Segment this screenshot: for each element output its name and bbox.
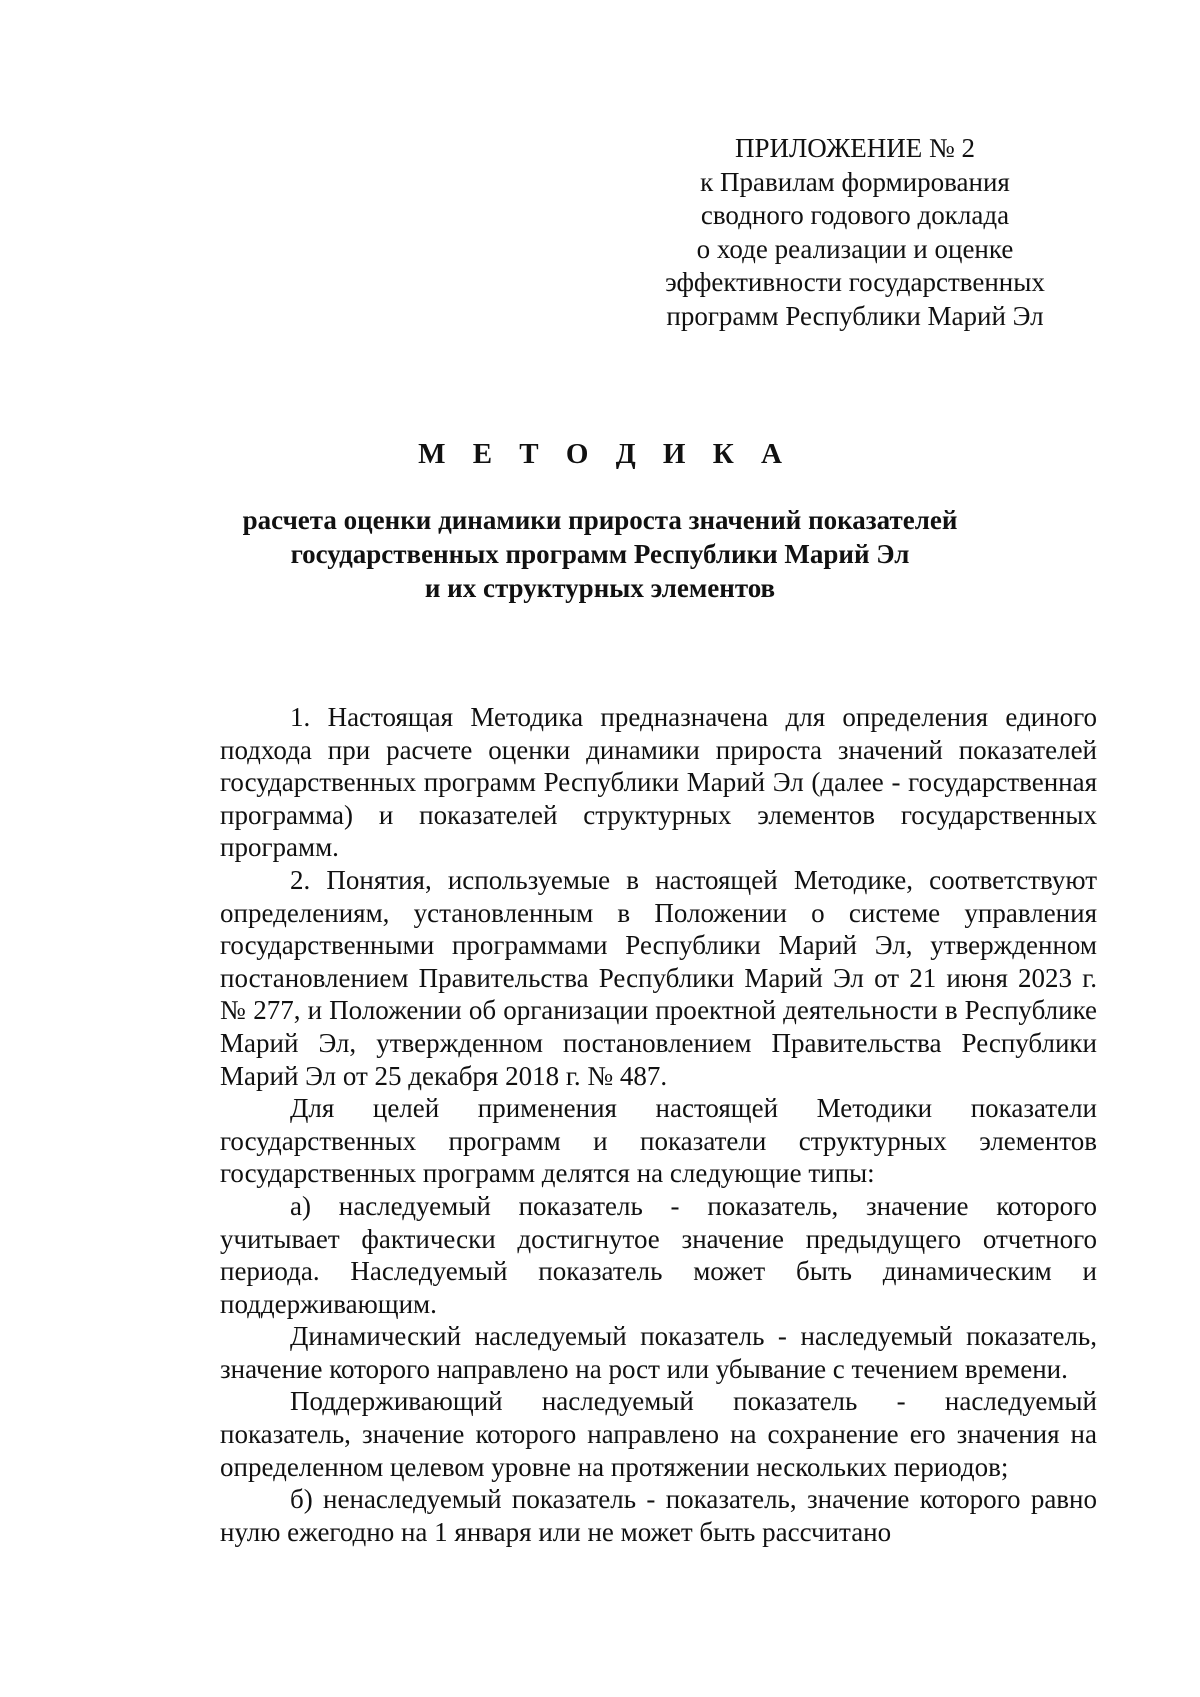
paragraph-5: Динамический наследуемый показатель - наследуемый показатель, значение которого направлено на рост или убывание с течением времени.: [220, 1321, 1097, 1384]
document-body: [220, 701, 1097, 1548]
paragraph-2: 2. Понятия, используемые в настоящей Методике, соответствуют определениям, установленным в Положении о системе управления государственными программами Республики Марий Эл, утвержденном постановлением Правительства Республики Марий Эл от 21 июня 2023 г. № 277, и Положении об организации проектной деятельности в Республике Марий Эл, утвержденном постановлением Правительства Республики Марий Эл от 25 декабря 2018 г. № 487.: [220, 864, 1097, 1091]
subtitle-line: и их структурных элементов: [424, 573, 776, 603]
paragraph-7: б) ненаследуемый показатель - показатель, значение которого равно нулю ежегодно на 1 января или не может быть рассчитано: [220, 1484, 1097, 1547]
appendix-line: к Правилам формирования: [700, 166, 1010, 197]
document-subtitle: [0, 503, 1200, 605]
paragraph-4: а) наследуемый показатель - показатель, значение которого учитывает фактически достигнутое значение предыдущего отчетного периода. Наследуемый показатель может быть динамическим и поддерживающим.: [220, 1190, 1097, 1319]
appendix-line: программ Республики Марий Эл: [666, 300, 1044, 331]
paragraph-3: Для целей применения настоящей Методики показатели государственных программ и показатели структурных элементов государственных программ делятся на следующие типы:: [220, 1093, 1097, 1189]
subtitle-line: расчета оценки динамики прироста значений показателей: [242, 505, 958, 535]
paragraph-6: Поддерживающий наследуемый показатель - наследуемый показатель, значение которого направлено на сохранение его значения на определенном целевом уровне на протяжении нескольких периодов;: [220, 1386, 1097, 1482]
document-title: М Е Т О Д И К А: [418, 438, 792, 470]
appendix-line: ПРИЛОЖЕНИЕ № 2: [734, 133, 976, 163]
appendix-line: сводного годового доклада: [700, 200, 1010, 230]
subtitle-line: государственных программ Республики Марий Эл: [290, 539, 910, 569]
appendix-line: о ходе реализации и оценке: [696, 233, 1014, 264]
appendix-line: эффективности государственных: [665, 267, 1045, 297]
paragraph-1: 1. Настоящая Методика предназначена для определения единого подхода при расчете оценки динамики прироста значений показателей государственных программ Республики Марий Эл (далее - государственная программа) и показателей структурных элементов государственных программ.: [220, 702, 1097, 863]
appendix-header: [620, 132, 1090, 333]
